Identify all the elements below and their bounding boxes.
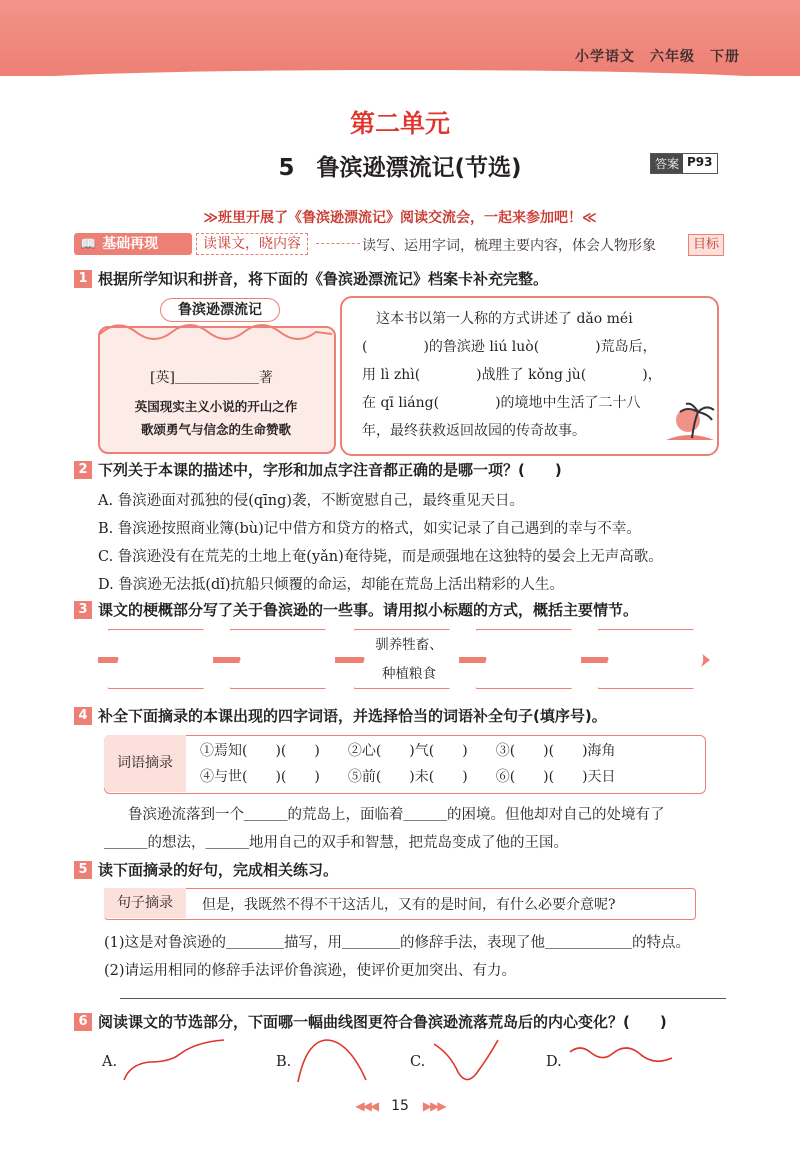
question-number: 1 — [74, 270, 92, 288]
question-text: 下列关于本课的描述中，字形和加点字注音都正确的是哪一项？( ) — [98, 461, 562, 479]
section-tag — [74, 233, 192, 255]
sub-question-2: (2)请运用相同的修辞手法评价鲁滨逊，使评价更加突出、有力。 — [104, 963, 517, 979]
card-description: 歌颂勇气与信念的生命赞歌 — [140, 422, 291, 437]
summary-line[interactable]: 用 lì zhì( )战胜了 kǒng jù( )， — [362, 367, 662, 383]
section-subtitle: 读课文，晓内容 — [196, 233, 308, 255]
arrow-left-icon: ◀◀◀ — [355, 1099, 378, 1113]
question-text: 读下面摘录的好句，完成相关练习。 — [98, 861, 339, 879]
curve-c-icon[interactable] — [430, 1036, 502, 1084]
fill-paragraph[interactable]: 鲁滨逊流落到一个＿＿＿的荒岛上，面临着＿＿＿的困境。但他却对自己的处境有了 — [128, 807, 665, 823]
page-number: 15 — [391, 1098, 409, 1114]
option-a[interactable]: A. 鲁滨逊面对孤独的侵(qīng)袭，不断宽慰自己，最终重见天日。 — [98, 493, 525, 509]
summary-line: 这本书以第一人称的方式讲述了 dǎo méi — [362, 311, 633, 327]
curve-b-icon[interactable] — [292, 1036, 372, 1084]
lesson-number: 5 — [278, 155, 295, 181]
sentence-excerpt-label: 句子摘录 — [104, 888, 186, 918]
plot-box-5[interactable] — [598, 629, 704, 689]
question-text: 阅读课文的节选部分，下面哪一幅曲线图更符合鲁滨逊流落荒岛后的内心变化？( ) — [98, 1013, 667, 1031]
book-icon: 📖 — [80, 237, 97, 252]
plot-box-4[interactable] — [476, 629, 582, 689]
curve-option-d-label[interactable]: D. — [546, 1054, 562, 1070]
curve-option-c-label[interactable]: C. — [410, 1054, 426, 1070]
edition-label: 小学语文 六年级 下册 — [575, 49, 740, 65]
answer-tag[interactable] — [650, 153, 718, 174]
option-b[interactable]: B. 鲁滨逊按照商业簿(bù)记中借方和贷方的格式，如实记录了自己遇到的幸与不幸。 — [98, 521, 641, 537]
goal-tag: 目标 — [688, 234, 724, 256]
word-excerpt-label: 词语摘录 — [104, 735, 186, 792]
divider — [316, 243, 360, 244]
question-text: 课文的梗概部分写了关于鲁滨逊的一些事。请用拟小标题的方式，概括主要情节。 — [98, 601, 639, 619]
lesson-name: 鲁滨逊漂流记(节选) — [316, 155, 522, 181]
word-row[interactable]: ①焉知( )( ) ②心( )气( ) ③( )( )海角 — [200, 743, 616, 759]
question-text: 补全下面摘录的本课出现的四字词语，并选择恰当的词语补全句子(填序号)。 — [98, 707, 607, 725]
option-d[interactable]: D. 鲁滨逊无法抵(dǐ)抗船只倾覆的命运，却能在荒岛上活出精彩的人生。 — [98, 577, 565, 593]
option-c[interactable]: C. 鲁滨逊没有在荒芜的土地上奄(yǎn)奄待毙，而是顽强地在这独特的晏会上无声高歌。 — [98, 549, 663, 565]
sub-question-1[interactable]: (1)这是对鲁滨逊的＿＿＿＿描写，用＿＿＿＿的修辞手法，表现了他＿＿＿＿＿＿的特点。 — [104, 935, 691, 951]
question-number: 4 — [74, 707, 92, 725]
question-number: 5 — [74, 861, 92, 879]
summary-line: 年，最终获救返回故园的传奇故事。 — [362, 423, 586, 439]
activity-banner: ≫班里开展了《鲁滨逊漂流记》阅读交流会，一起来参加吧！≪ — [203, 210, 597, 226]
answer-tag-label: 答案 — [651, 154, 683, 173]
answer-tag-page: P93 — [687, 155, 713, 169]
card-author-field[interactable]: [英]＿＿＿＿＿＿著 — [150, 370, 273, 386]
page-footer — [0, 1098, 800, 1114]
card-description: 英国现实主义小说的开山之作 — [134, 399, 298, 414]
question-number: 2 — [74, 461, 92, 479]
unit-title: 第二单元 — [349, 109, 450, 138]
section-tag-label: 基础再现 — [102, 236, 159, 252]
plot-box-1[interactable] — [108, 629, 214, 689]
arrow-right-icon: ▶▶▶ — [422, 1099, 445, 1113]
card-book-title: 鲁滨逊漂流记 — [160, 298, 280, 322]
curve-a-icon[interactable] — [120, 1036, 228, 1084]
question-number: 6 — [74, 1013, 92, 1031]
palm-island-icon — [662, 400, 718, 444]
plot-box-text: 种植粮食 — [382, 666, 436, 682]
question-number: 3 — [74, 601, 92, 619]
summary-line[interactable]: ( )的鲁滨逊 liú luò( )荒岛后， — [362, 339, 657, 355]
sentence-excerpt: 但是，我既然不得不干这活儿，又有的是时间，有什么必要介意呢? — [202, 897, 616, 913]
answer-line[interactable] — [120, 998, 726, 999]
plot-box-2[interactable] — [230, 629, 336, 689]
summary-line[interactable]: 在 qī liáng( )的境地中生活了二十八 — [362, 395, 641, 411]
question-text: 根据所学知识和拼音，将下面的《鲁滨逊漂流记》档案卡补充完整。 — [98, 270, 549, 288]
plot-box-text: 驯养牲畜、 — [375, 637, 443, 653]
word-row[interactable]: ④与世( )( ) ⑤前( )未( ) ⑥( )( )天日 — [200, 769, 616, 785]
curve-option-a-label[interactable]: A. — [102, 1054, 118, 1070]
curve-option-b-label[interactable]: B. — [276, 1054, 292, 1070]
curve-d-icon[interactable] — [566, 1036, 676, 1084]
fill-paragraph[interactable]: ＿＿＿的想法，＿＿＿地用自己的双手和智慧，把荒岛变成了他的王国。 — [104, 835, 568, 851]
section-goal-text: 读写、运用字词，梳理主要内容，体会人物形象 — [362, 238, 656, 254]
